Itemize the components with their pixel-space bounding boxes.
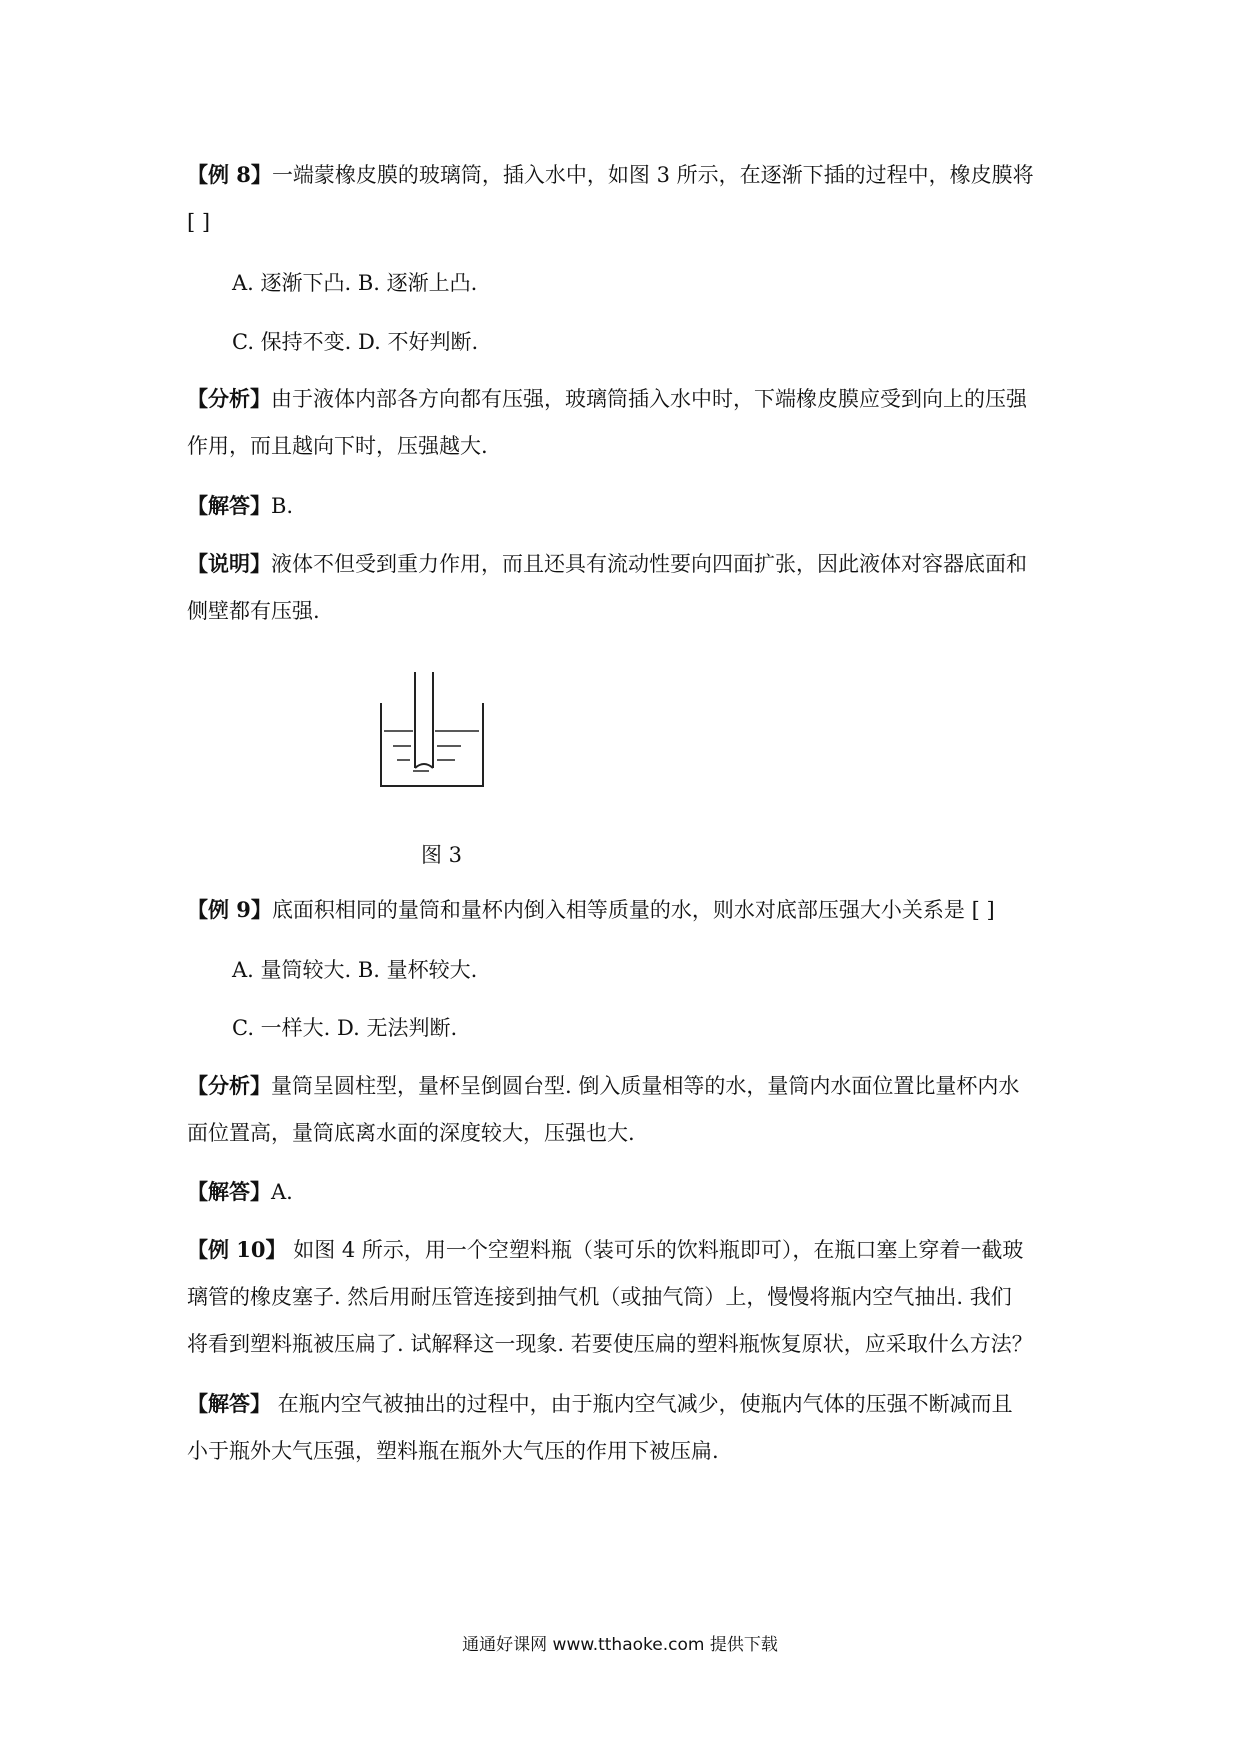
ex9-analysis-text: 量筒呈圆柱型，量杯呈倒圆台型. 倒入质量相等的水，量筒内水面位置比量杯内水 [271,1074,1020,1098]
ex10-answer-text: 在瓶内空气被抽出的过程中，由于瓶内空气减少，使瓶内气体的压强不断减而且 [271,1392,1013,1416]
ex8-answer [187,491,293,521]
ex9-analysis-line2: 面位置高，量筒底离水面的深度较大，压强也大. [187,1121,635,1145]
ex10-question-line2: 璃管的橡皮塞子. 然后用耐压管连接到抽气机（或抽气筒）上，慢慢将瓶内空气抽出. 我们 [187,1285,1012,1309]
ex9-answer-text: A. [271,1180,293,1204]
ex8-tag: 【例 8】 [187,162,272,187]
ex8-note-line2: 侧壁都有压强. [187,599,320,623]
ex10-answer-tag: 【解答】 [187,1391,271,1416]
ex8-answer-tag: 【解答】 [187,493,271,518]
ex10-answer-line2: 小于瓶外大气压强，塑料瓶在瓶外大气压的作用下被压扁. [187,1439,719,1463]
ex8-analysis-tag: 【分析】 [187,386,271,411]
ex8-analysis-line2: 作用，而且越向下时，压强越大. [187,434,488,458]
ex8-answer-text: B. [271,494,294,518]
ex10-question-line3: 将看到塑料瓶被压扁了. 试解释这一现象. 若要使压扁的塑料瓶恢复原状，应采取什么方法？ [187,1332,1033,1356]
ex9-options-line2: C. 一样大. D. 无法判断. [232,1016,458,1040]
ex9-question-text: 底面积相同的量筒和量杯内倒入相等质量的水，则水对底部压强大小关系是 [ ] [271,898,995,922]
ex8-question-text: 一端蒙橡皮膜的玻璃筒，插入水中，如图 3 所示，在逐渐下插的过程中，橡皮膜将 [271,163,1034,187]
ex8-question-line1 [187,160,1034,190]
ex8-options-line1: A. 逐渐下凸. B. 逐渐上凸. [232,271,478,295]
figure-3-caption: 图 3 [421,843,463,867]
ex9-answer-tag: 【解答】 [187,1179,271,1204]
figure-3-diagram [375,668,490,793]
ex10-tag: 【例 10】 [187,1237,287,1262]
ex8-options-line2: C. 保持不变. D. 不好判断. [232,330,479,354]
ex8-note-line1 [187,549,1027,579]
ex9-tag: 【例 9】 [187,897,272,922]
ex8-note-tag: 【说明】 [187,551,271,576]
ex9-answer [187,1177,293,1207]
rubber-membrane [415,764,433,768]
ex8-question-line2: [ ] [187,210,211,234]
ex10-answer-line1 [187,1389,1013,1419]
ex8-analysis-line1 [187,384,1027,414]
page-footer: 通通好课网 www.tthaoke.com 提供下载 [462,1635,778,1655]
ex9-analysis-line1 [187,1071,1019,1101]
ex9-analysis-tag: 【分析】 [187,1073,271,1098]
ex9-question [187,895,995,925]
ex9-options-line1: A. 量筒较大. B. 量杯较大. [232,958,478,982]
ex8-note-text: 液体不但受到重力作用，而且还具有流动性要向四面扩张，因此液体对容器底面和 [271,552,1027,576]
ex10-question-text: 如图 4 所示，用一个空塑料瓶（装可乐的饮料瓶即可），在瓶口塞上穿着一截玻 [286,1238,1024,1262]
ex8-analysis-text: 由于液体内部各方向都有压强，玻璃筒插入水中时，下端橡皮膜应受到向上的压强 [271,387,1027,411]
ex10-question-line1 [187,1235,1023,1265]
